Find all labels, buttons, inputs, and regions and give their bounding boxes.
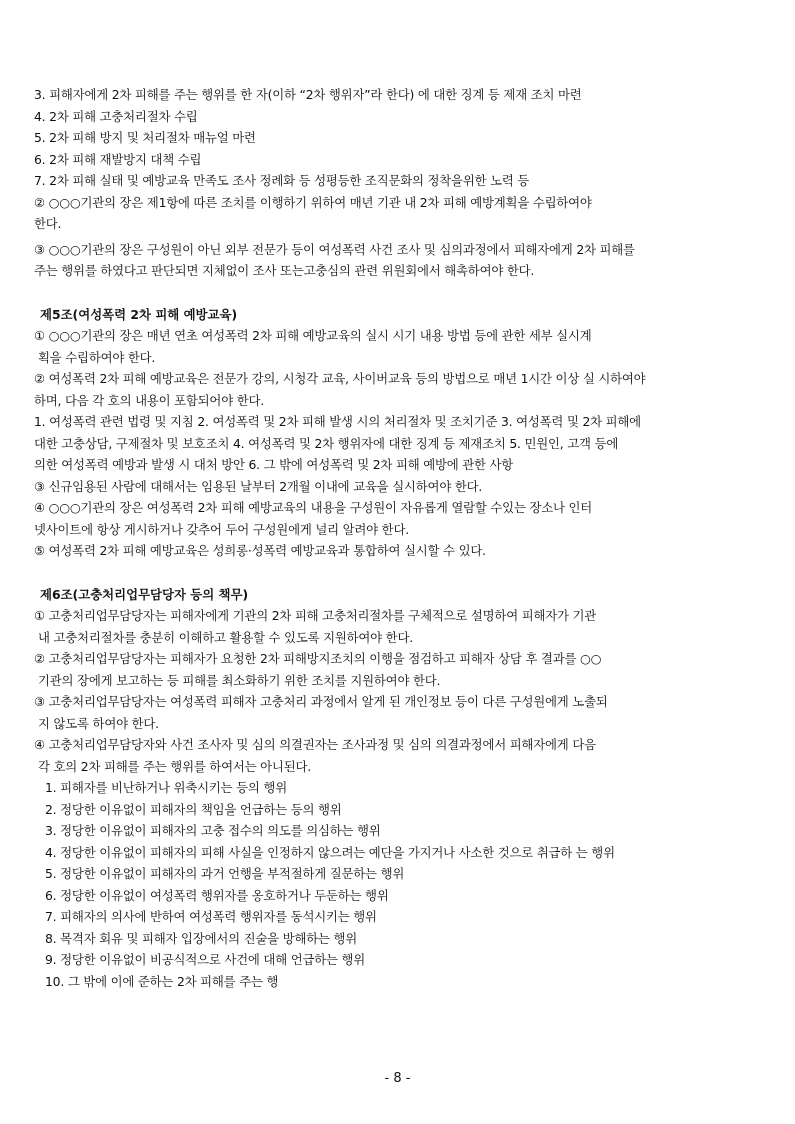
paragraph-line: 지 않도록 하여야 한다. [38,715,159,731]
list-item: 4. 정당한 이유없이 피해자의 피해 사실을 인정하지 않으려는 예단을 가지거나 사소한 것으로 취급하 는 행위 [45,844,615,860]
list-item: 2. 정당한 이유없이 피해자의 책임을 언급하는 등의 행위 [45,801,342,817]
article5-section [34,304,734,562]
article4-continuation [34,84,734,282]
paragraph-line: 하며, 다음 각 호의 내용이 포함되어야 한다. [34,392,264,408]
paragraph-line: ③ 신규임용된 사람에 대해서는 임용된 날부터 2개월 이내에 교육을 실시하여야 한다. [34,478,483,494]
list-item: 9. 정당한 이유없이 비공식적으로 사건에 대해 언급하는 행위 [45,952,366,967]
list-item: 10. 그 밖에 이에 준하는 2차 피해를 주는 행 [45,973,279,989]
page-number: - 8 - [384,1071,411,1086]
list-item: 7. 2차 피해 실태 및 예방교육 만족도 조사 정례화 등 성평등한 조직문화의 정착을위한 노력 등 [34,173,530,188]
paragraph-line: 넷사이트에 항상 게시하거나 갖추어 두어 구성원에게 널리 알려야 한다. [34,521,409,537]
list-item: 6. 정당한 이유없이 여성폭력 행위자를 옹호하거나 두둔하는 행위 [45,887,389,903]
list-item: 7. 피해자의 의사에 반하여 여성폭력 행위자를 동석시키는 행위 [45,909,377,924]
document-body [34,84,734,992]
list-item: 5. 2차 피해 방지 및 처리절차 매뉴얼 마련 [34,130,256,145]
paragraph-line: 대한 고충상담, 구제절차 및 보호조치 4. 여성폭력 및 2차 행위자에 대한 징계 등 제재조치 5. 민원인, 고객 등에 [34,435,619,451]
list-item: 1. 피해자를 비난하거나 위축시키는 등의 행위 [45,780,287,795]
list-item: 3. 정당한 이유없이 피해자의 고충 접수의 의도를 의심하는 행위 [45,823,381,838]
paragraph-line: 각 호의 2차 피해를 주는 행위를 하여서는 아니된다. [38,758,311,774]
paragraph-line: 획을 수립하여야 한다. [38,349,156,365]
paragraph-line: 1. 여성폭력 관련 법령 및 지침 2. 여성폭력 및 2차 피해 발생 시의 처리절차 및 조치기준 3. 여성폭력 및 2차 피해에 [34,414,641,429]
paragraph-line: 기관의 장에게 보고하는 등 피해를 최소화하기 위한 조치를 지원하여야 한다. [38,672,441,688]
paragraph-line: ③ 고충처리업무담당자는 여성폭력 피해자 고충처리 과정에서 알게 된 개인정보 등이 다른 구성원에게 노출되 [34,694,608,709]
paragraph-line: ③ ○○○기관의 장은 구성원이 아닌 외부 전문가 등이 여성폭력 사건 조사 및 심의과정에서 피해자에게 2차 피해를 [34,241,635,257]
list-item: 8. 목격자 회유 및 피해자 입장에서의 진술을 방해하는 행위 [45,930,358,946]
paragraph-line: ④ 고충처리업무담당자와 사건 조사자 및 심의 의결권자는 조사과정 및 심의 의결과정에서 피해자에게 다음 [34,737,596,752]
paragraph-line: ① ○○○기관의 장은 매년 연초 여성폭력 2차 피해 예방교육의 실시 시기 내용 방법 등에 관한 세부 실시계 [34,328,592,343]
paragraph-line: ② ○○○기관의 장은 제1항에 따른 조치를 이행하기 위하여 매년 기관 내 2차 피해 예방계획을 수립하여야 [34,194,592,210]
list-item: 5. 정당한 이유없이 피해자의 과거 언행을 부적절하게 질문하는 행위 [45,866,405,881]
paragraph-line: ② 여성폭력 2차 피해 예방교육은 전문가 강의, 시청각 교육, 사이버교육 등의 방법으로 매년 1시간 이상 실 시하여야 [34,371,646,386]
list-item: 6. 2차 피해 재발방지 대책 수립 [34,151,202,167]
article5-title: 제5조(여성폭력 2차 피해 예방교육) [40,306,238,322]
paragraph-line: 의한 여성폭력 예방과 발생 시 대처 방안 6. 그 밖에 여성폭력 및 2차 피해 예방에 관한 사항 [34,457,514,472]
paragraph-line: 주는 행위를 하였다고 판단되면 지체없이 조사 또는고충심의 관련 위원회에서 해촉하여야 한다. [34,263,535,278]
article6-title: 제6조(고충처리업무담당자 등의 책무) [40,586,249,602]
paragraph-line: ① 고충처리업무담당자는 피해자에게 기관의 2차 피해 고충처리절차를 구체적으로 설명하여 피해자가 기관 [34,608,597,623]
list-item: 3. 피해자에게 2차 피해를 주는 행위를 한 자(이하 “2차 행위자”라 한다) 에 대한 징계 등 제재 조치 마련 [34,87,582,102]
article6-section [34,584,734,993]
paragraph-line: ⑤ 여성폭력 2차 피해 예방교육은 성희롱·성폭력 예방교육과 통합하여 실시할 수 있다. [34,543,486,558]
paragraph-line: 한다. [34,216,62,231]
paragraph-line: 내 고충처리절차를 충분히 이해하고 활용할 수 있도록 지원하여야 한다. [38,629,413,645]
paragraph-line: ④ ○○○기관의 장은 여성폭력 2차 피해 예방교육의 내용을 구성원이 자유롭게 열람할 수있는 장소나 인터 [34,500,593,515]
paragraph-line: ② 고충처리업무담당자는 피해자가 요청한 2차 피해방지조치의 이행을 점검하고 피해자 상담 후 결과를 ○○ [34,651,602,666]
list-item: 4. 2차 피해 고충처리절차 수립 [34,108,198,124]
